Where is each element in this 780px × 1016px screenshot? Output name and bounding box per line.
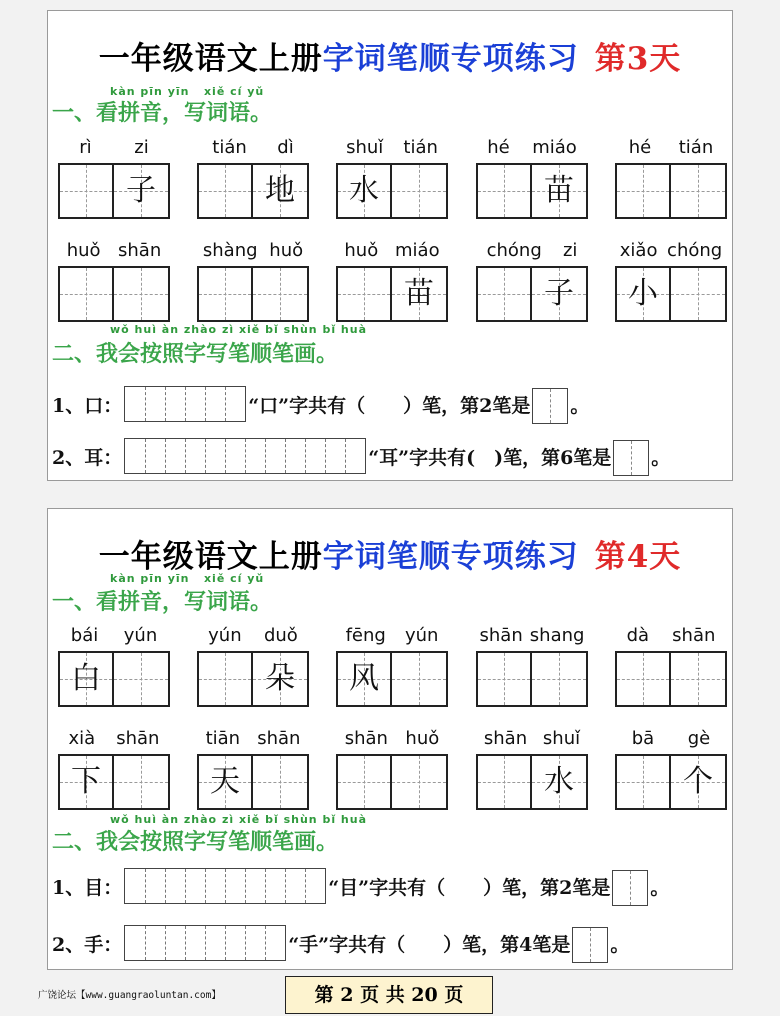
pinyin-syllable: shān: [672, 624, 716, 646]
word-pinyin: [615, 726, 727, 750]
tianzige-cell[interactable]: [114, 754, 170, 810]
stroke-slot[interactable]: [225, 926, 245, 960]
tianzige-cell[interactable]: [253, 266, 309, 322]
writing-grid: [615, 754, 727, 810]
title-topic: 字词笔顺专项练习: [322, 41, 579, 77]
stroke-slot[interactable]: [145, 926, 165, 960]
stroke-slot[interactable]: [265, 869, 285, 903]
tianzige-cell[interactable]: [476, 754, 532, 810]
tianzige-cell[interactable]: [197, 754, 253, 810]
stroke-slot[interactable]: [205, 869, 225, 903]
stroke-slot[interactable]: [345, 439, 365, 473]
tianzige-cell[interactable]: [615, 163, 671, 219]
stroke-slot[interactable]: [185, 387, 205, 421]
stroke-slot[interactable]: [265, 926, 285, 960]
stroke-order-question: [52, 436, 670, 476]
tianzige-cell[interactable]: [336, 754, 392, 810]
tianzige-cell[interactable]: [336, 163, 392, 219]
tianzige-cell[interactable]: [532, 754, 588, 810]
stroke-slot[interactable]: [185, 869, 205, 903]
tianzige-cell[interactable]: [671, 651, 727, 707]
tianzige-cell[interactable]: [58, 266, 114, 322]
worksheet-title: [48, 531, 732, 573]
given-character: 苗: [404, 276, 434, 311]
stroke-order-question: [52, 923, 629, 963]
question-text: “目”字共有（ ）笔，第2笔是: [328, 876, 611, 899]
stroke-slot[interactable]: [145, 869, 165, 903]
writing-grid: [197, 754, 309, 810]
writing-grid: [336, 651, 448, 707]
pinyin-syllable: shān: [344, 727, 388, 749]
word-pinyin: [336, 238, 448, 262]
stroke-slot[interactable]: [185, 439, 205, 473]
stroke-slot[interactable]: [205, 439, 225, 473]
stroke-slot[interactable]: [125, 439, 145, 473]
word-pinyin: [336, 726, 448, 750]
given-character: 苗: [544, 173, 574, 208]
tianzige-cell[interactable]: [392, 163, 448, 219]
stroke-slot[interactable]: [205, 387, 225, 421]
section-1-title: 一、看拼音，写词语。: [52, 100, 273, 126]
given-character: 水: [544, 764, 574, 799]
pinyin-syllable: miáo: [395, 239, 440, 261]
writing-grid: [197, 266, 309, 322]
stroke-slot[interactable]: [325, 439, 345, 473]
writing-grid: [197, 651, 309, 707]
tianzige-cell[interactable]: [615, 651, 671, 707]
pinyin-syllable: xiǎo: [619, 239, 658, 261]
pinyin-syllable: hé: [487, 136, 510, 158]
given-character: 天: [210, 764, 240, 799]
question-end: 。: [651, 446, 671, 469]
given-character: 小: [628, 276, 658, 311]
stroke-slot[interactable]: [305, 439, 325, 473]
tianzige-cell[interactable]: [114, 163, 170, 219]
given-character: 水: [349, 173, 379, 208]
pinyin-syllable: miáo: [532, 136, 577, 158]
stroke-slot[interactable]: [145, 387, 165, 421]
word-pinyin: [197, 238, 309, 262]
writing-grid: [197, 163, 309, 219]
section-2-pinyin: wǒ huì àn zhào zì xiě bǐ shùn bǐ huà: [110, 813, 367, 826]
given-character: 子: [544, 276, 574, 311]
section-2-title: 二、我会按照字写笔顺笔画。: [52, 829, 339, 855]
stroke-slot[interactable]: [225, 439, 245, 473]
question-text: “耳”字共有( )笔，第6笔是: [368, 446, 612, 469]
pinyin-syllable: fēng: [345, 624, 386, 646]
section-1-pinyin: kàn pīn yīn xiě cí yǔ: [110, 85, 265, 98]
question-label: 1、口：: [52, 394, 123, 417]
pinyin-syllable: tián: [212, 136, 247, 158]
writing-grid: [476, 651, 588, 707]
question-end: 。: [650, 876, 670, 899]
stroke-slot[interactable]: [305, 869, 325, 903]
pinyin-syllable: shān: [479, 624, 523, 646]
stroke-slot[interactable]: [165, 869, 185, 903]
tianzige-cell[interactable]: [392, 266, 448, 322]
tianzige-cell[interactable]: [253, 163, 309, 219]
page-indicator: 第 2 页 共 20 页: [285, 976, 493, 1014]
pinyin-syllable: shān: [483, 727, 528, 749]
tianzige-cell[interactable]: [392, 754, 448, 810]
stroke-slot[interactable]: [125, 869, 145, 903]
tianzige-cell[interactable]: [253, 651, 309, 707]
stroke-answer-box[interactable]: [532, 388, 568, 424]
writing-grid: [476, 754, 588, 810]
question-label: 1、目：: [52, 876, 123, 899]
tianzige-cell[interactable]: [197, 266, 253, 322]
pinyin-syllable: tiān: [205, 727, 241, 749]
writing-grid: [58, 266, 170, 322]
stroke-writing-strip[interactable]: [124, 438, 366, 474]
tianzige-cell[interactable]: [253, 754, 309, 810]
stroke-slot[interactable]: [225, 387, 245, 421]
tianzige-cell[interactable]: [671, 266, 727, 322]
writing-grid: [476, 266, 588, 322]
stroke-slot[interactable]: [185, 926, 205, 960]
tianzige-cell[interactable]: [58, 754, 114, 810]
pinyin-syllable: hé: [628, 136, 652, 158]
pinyin-syllable: tián: [403, 136, 438, 158]
word-pinyin: [336, 623, 448, 647]
stroke-answer-box[interactable]: [612, 870, 648, 906]
pinyin-syllable: chóng: [486, 239, 542, 261]
stroke-slot[interactable]: [145, 439, 165, 473]
pinyin-syllable: zi: [134, 136, 149, 158]
worksheet-title: [48, 33, 732, 75]
stroke-slot[interactable]: [125, 387, 145, 421]
writing-grid: [58, 651, 170, 707]
question-text: “手”字共有（ ）笔，第4笔是: [288, 933, 571, 956]
stroke-slot[interactable]: [245, 869, 265, 903]
word-pinyin: [197, 135, 309, 159]
word-pinyin: [476, 238, 588, 262]
word-pinyin: [58, 726, 170, 750]
stroke-slot[interactable]: [165, 926, 185, 960]
word-pinyin: [615, 135, 727, 159]
pinyin-syllable: shān: [257, 727, 301, 749]
site-credit: 广饶论坛【www.guangraoluntan.com】: [38, 990, 221, 1001]
stroke-slot[interactable]: [285, 869, 305, 903]
title-grade: 一年级语文上册: [98, 539, 323, 575]
question-end: 。: [570, 394, 590, 417]
day-3-card: [47, 10, 733, 481]
pinyin-syllable: huǒ: [344, 239, 379, 261]
pinyin-syllable: shān: [118, 239, 162, 261]
pinyin-syllable: shuǐ: [542, 727, 581, 749]
pinyin-syllable: shān: [116, 727, 160, 749]
word-pinyin: [197, 726, 309, 750]
pinyin-syllable: bā: [631, 727, 655, 749]
stroke-slot[interactable]: [225, 869, 245, 903]
section-2-pinyin: wǒ huì àn zhào zì xiě bǐ shùn bǐ huà: [110, 323, 367, 336]
given-character: 子: [126, 173, 156, 208]
given-character: 地: [265, 173, 295, 208]
pinyin-syllable: rì: [79, 136, 92, 158]
tianzige-cell[interactable]: [392, 651, 448, 707]
pinyin-syllable: dà: [626, 624, 650, 646]
tianzige-cell[interactable]: [671, 163, 727, 219]
pinyin-syllable: huǒ: [66, 239, 101, 261]
stroke-slot[interactable]: [245, 926, 265, 960]
tianzige-cell[interactable]: [532, 266, 588, 322]
tianzige-cell[interactable]: [615, 266, 671, 322]
pinyin-syllable: huǒ: [405, 727, 440, 749]
pinyin-syllable: bái: [70, 624, 99, 646]
tianzige-cell[interactable]: [671, 754, 727, 810]
section-2-title: 二、我会按照字写笔顺笔画。: [52, 341, 339, 367]
writing-grid: [336, 754, 448, 810]
pinyin-syllable: yún: [404, 624, 439, 646]
question-label: 2、手：: [52, 933, 123, 956]
writing-grid: [58, 754, 170, 810]
pinyin-syllable: chóng: [667, 239, 723, 261]
stroke-slot[interactable]: [245, 439, 265, 473]
writing-grid: [58, 163, 170, 219]
writing-grid: [615, 651, 727, 707]
tianzige-cell[interactable]: [532, 163, 588, 219]
stroke-writing-strip[interactable]: [124, 868, 326, 904]
stroke-slot[interactable]: [265, 439, 285, 473]
given-character: 下: [71, 764, 101, 799]
question-text: “口”字共有（ ）笔，第2笔是: [248, 394, 531, 417]
word-pinyin: [336, 135, 448, 159]
section-1-title: 一、看拼音，写词语。: [52, 589, 273, 615]
word-pinyin: [58, 238, 170, 262]
tianzige-cell[interactable]: [114, 651, 170, 707]
question-label: 2、耳：: [52, 446, 123, 469]
tianzige-cell[interactable]: [476, 163, 532, 219]
title-day: 第4天: [594, 539, 682, 575]
word-pinyin: [58, 623, 170, 647]
stroke-writing-strip[interactable]: [124, 386, 246, 422]
word-pinyin: [476, 135, 588, 159]
pinyin-syllable: tián: [678, 136, 714, 158]
pinyin-syllable: dì: [277, 136, 294, 158]
title-topic: 字词笔顺专项练习: [322, 539, 579, 575]
stroke-slot[interactable]: [125, 926, 145, 960]
tianzige-cell[interactable]: [197, 163, 253, 219]
writing-grid: [476, 163, 588, 219]
stroke-order-question: [52, 866, 669, 906]
word-pinyin: [615, 238, 727, 262]
tianzige-cell[interactable]: [476, 266, 532, 322]
word-pinyin: [615, 623, 727, 647]
writing-grid: [336, 163, 448, 219]
pinyin-syllable: yún: [208, 624, 242, 646]
pinyin-syllable: shang: [529, 624, 585, 646]
pinyin-syllable: gè: [687, 727, 711, 749]
stroke-slot[interactable]: [285, 439, 305, 473]
pinyin-syllable: zi: [562, 239, 578, 261]
tianzige-cell[interactable]: [58, 163, 114, 219]
pinyin-syllable: huǒ: [269, 239, 304, 261]
writing-grid: [336, 266, 448, 322]
word-pinyin: [476, 726, 588, 750]
section-1-pinyin: kàn pīn yīn xiě cí yǔ: [110, 572, 265, 585]
given-character: 白: [71, 661, 101, 696]
writing-grid: [615, 266, 727, 322]
pinyin-syllable: shuǐ: [346, 136, 384, 158]
given-character: 个: [683, 764, 713, 799]
tianzige-cell[interactable]: [476, 651, 532, 707]
word-pinyin: [476, 623, 588, 647]
stroke-answer-box[interactable]: [613, 440, 649, 476]
tianzige-cell[interactable]: [58, 651, 114, 707]
stroke-slot[interactable]: [205, 926, 225, 960]
tianzige-cell[interactable]: [336, 266, 392, 322]
given-character: 朵: [265, 661, 295, 696]
tianzige-cell[interactable]: [615, 754, 671, 810]
pinyin-syllable: duǒ: [263, 624, 298, 646]
day-4-card: [47, 508, 733, 970]
question-end: 。: [610, 933, 630, 956]
word-pinyin: [197, 623, 309, 647]
writing-grid: [615, 163, 727, 219]
stroke-order-question: [52, 384, 589, 424]
tianzige-cell[interactable]: [114, 266, 170, 322]
tianzige-cell[interactable]: [197, 651, 253, 707]
title-day: 第3天: [594, 41, 682, 77]
title-grade: 一年级语文上册: [98, 41, 323, 77]
pinyin-syllable: yún: [123, 624, 158, 646]
given-character: 风: [349, 661, 379, 696]
tianzige-cell[interactable]: [532, 651, 588, 707]
stroke-slot[interactable]: [165, 387, 185, 421]
tianzige-cell[interactable]: [336, 651, 392, 707]
stroke-answer-box[interactable]: [572, 927, 608, 963]
word-pinyin: [58, 135, 170, 159]
pinyin-syllable: xià: [68, 727, 96, 749]
stroke-slot[interactable]: [165, 439, 185, 473]
stroke-writing-strip[interactable]: [124, 925, 286, 961]
pinyin-syllable: shàng: [202, 239, 258, 261]
